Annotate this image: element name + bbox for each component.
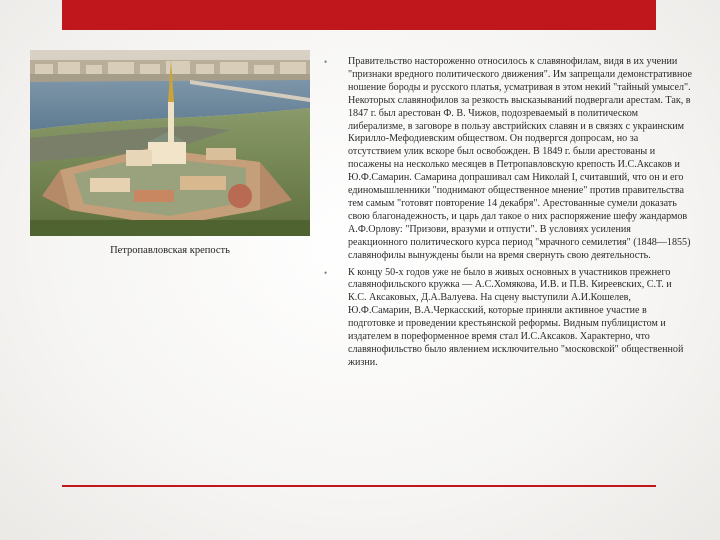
top-accent-bar [62, 0, 656, 30]
fortress-photo [30, 50, 310, 236]
paragraph-2 [324, 267, 692, 370]
bottom-accent-rule [62, 485, 656, 487]
paragraph-1 [324, 56, 692, 263]
photo-caption: Петропавловская крепость [110, 245, 230, 256]
bullet-icon: • [324, 57, 328, 67]
paragraph-2-text: К концу 50-х годов уже не было в живых основных в участников прежнего славянофильского кружка — А.С.Хомякова, И.В. и П.В. Киреевских, С.Т. и К.С. Аксаковых, Д.А.Валуева. На сцену выступили А.И.Кошелев, Ю.Ф.Самарин, В.А.Черкасский, которые приняли активное участие в подготовке и проведении крестьянской реформы. Видным публицистом и издателем в пореформенное время стал И.С.Аксаков. Характерно, что славянофильство было явлением исключительно "московской" общественной жизни. [348, 266, 684, 368]
text-column [324, 56, 692, 374]
fortress-photo-illustration [30, 50, 310, 236]
paragraph-1-text: Правительство настороженно относилось к славянофилам, видя в их учении "признаки вредного политического движения". Им запрещали демонстративное ношение бороды и русского платья, усматривая в этом некий "тайный умысел". Некоторых славянофилов за резкость высказываний подвергали арестам. Так, в 1847 г. был арестован Ф. В. Чижов, подозреваемый в политическом либерализме, в заговоре в пользу австрийских славян и в связях с украинским Кирилло-Мефодиевским обществом. Он подвергся допросам, но за отсутствием улик вскоре был освобожден. В 1849 г. были арестованы и посажены на несколько месяцев в Петропавловскую крепость И.С.Аксаков и Ю.Ф.Самарин. Самарина допрашивал сам Николай I, считавший, что он и его единомышленники "поднимают общественное мнение" против правительства тем самым "готовят повторение 14 декабря". Арестованные сумели доказать свою благонадежность, и царь дал такое о них распоряжение шефу жандармов А.Ф.Орлову: "Призови, вразуми и отпусти". В условиях усиления реакционного политического курса период "мрачного семилетия" (1848—1855) славянофилы вынуждены были на время свернуть свою деятельность. [348, 56, 692, 261]
bullet-icon: • [324, 267, 328, 278]
